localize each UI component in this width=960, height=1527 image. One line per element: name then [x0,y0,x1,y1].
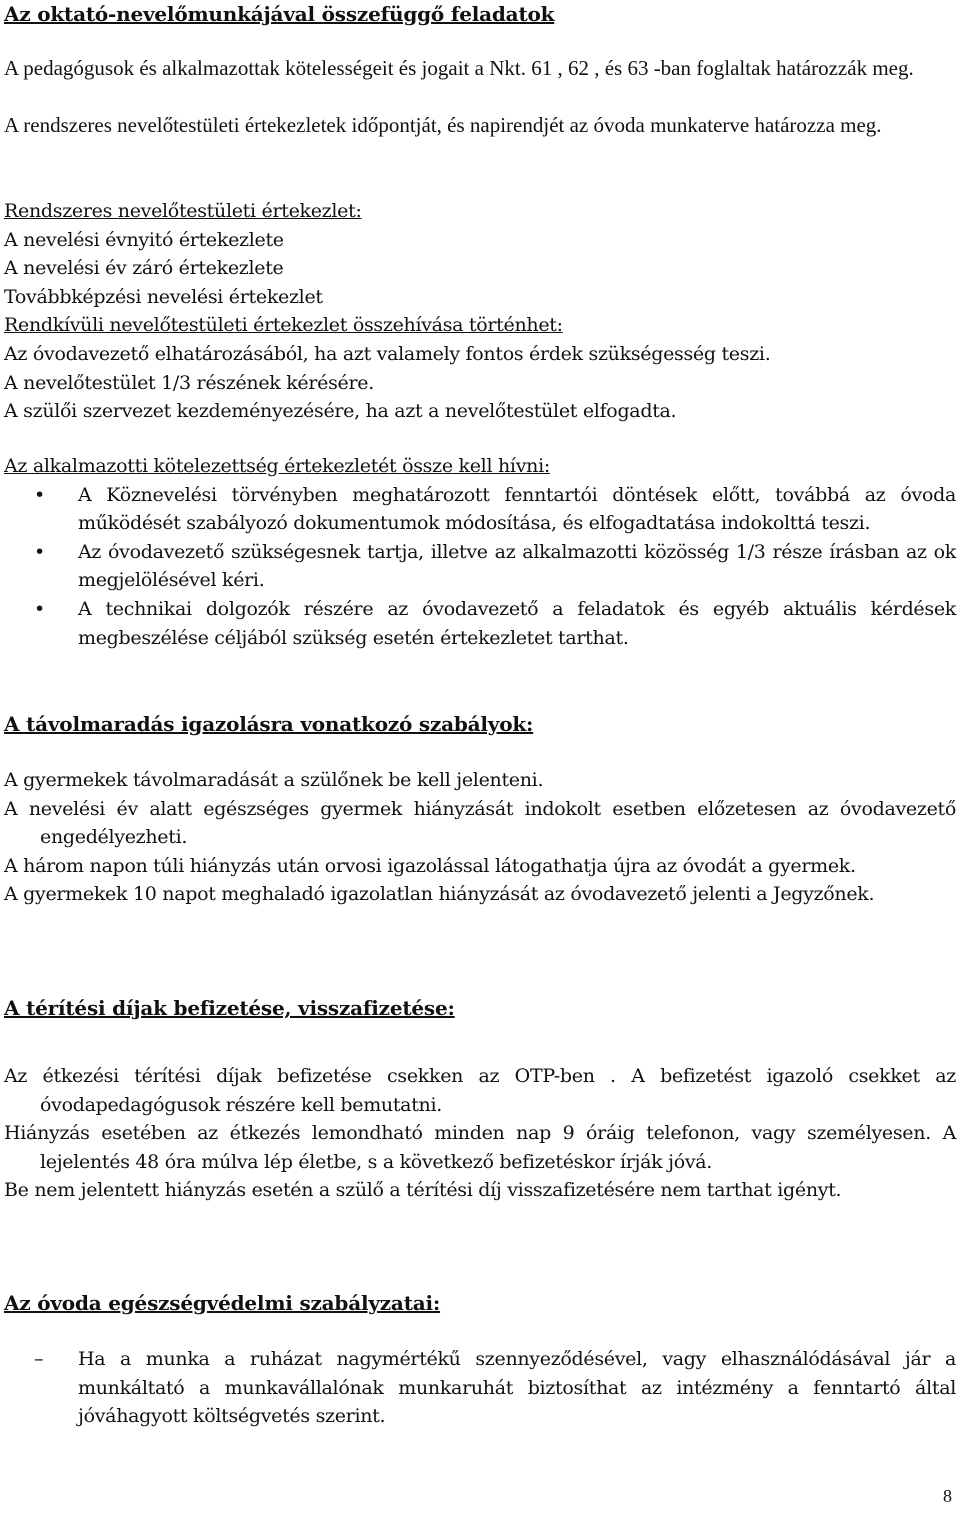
bullet-item [4,538,956,595]
absence-rule: A nevelési év alatt egészséges gyermek hiányzását indokolt esetben előzetesen az óvodavezető engedélyezheti. [4,797,956,849]
dash-item-text: Ha a munka a ruházat nagymértékű szennyeződésével, vagy elhasználódásával jár a munkáltató a munkavállalónak munkaruhát biztosíthat az intézmény a fenntartó által jóváhagyott költségvetés szerint. [78,1348,956,1428]
fees-paragraph: Be nem jelentett hiányzás esetén a szülő a térítési díj visszafizetésére nem tarthat igényt. [4,1179,842,1202]
page-number: 8 [943,1486,952,1506]
section-title-fees: A térítési díjak befizetése, visszafizetése: [4,996,455,1020]
fees-block [4,1062,956,1205]
bullet-item [4,481,956,538]
fees-paragraph: Az étkezési térítési díjak befizetése csekken az OTP-ben . A befizetést igazoló csekket az óvodapedagógusok részére kell bemutatni. [4,1065,956,1116]
list-item: A nevelőtestület 1/3 részének kérésére. [4,371,374,394]
extraordinary-meetings-heading: Rendkívüli nevelőtestületi értekezlet összehívása történhet: [4,314,563,337]
staff-meeting-heading: Az alkalmazotti kötelezettség értekezletét össze kell hívni: [4,455,550,477]
paragraph-rights: A pedagógusok és alkalmazottak kötelességeit és jogait a Nkt. 61 , 62 , és 63 -ban foglaltak határozzák meg. [4,56,914,80]
bullet-icon: • [34,540,45,563]
section-title-absence: A távolmaradás igazolásra vonatkozó szabályok: [4,712,534,736]
list-item: A szülői szervezet kezdeményezésére, ha azt a nevelőtestület elfogadta. [4,400,677,423]
staff-meeting-block [4,452,956,652]
health-rules-list [4,1345,956,1431]
dash-icon: – [34,1348,44,1370]
list-item: Az óvodavezető elhatározásából, ha azt valamely fontos érdek szükségesség teszi. [4,342,771,365]
bullet-text: A Köznevelési törvényben meghatározott fenntartói döntések előtt, továbbá az óvoda működését szabályozó dokumentumok módosítása, és elfogadtatása indokolttá teszi. [78,483,956,535]
absence-rule: A három napon túli hiányzás után orvosi igazolással látogathatja újra az óvodát a gyermek. [4,854,856,877]
bullet-icon: • [34,483,45,506]
absence-rule: A gyermekek távolmaradását a szülőnek be kell jelenteni. [4,769,544,791]
section-title-health: Az óvoda egészségvédelmi szabályzatai: [4,1291,441,1315]
staff-meeting-bullets [4,481,956,653]
regular-meetings-heading: Rendszeres nevelőtestületi értekezlet: [4,200,362,222]
list-item: A nevelési évnyitó értekezlete [4,228,284,251]
section-title-duties: Az oktató-nevelőmunkájával összefüggő feladatok [4,2,555,26]
bullet-item [4,595,956,652]
regular-meetings-block [4,197,956,426]
absence-rule: A gyermekek 10 napot meghaladó igazolatlan hiányzását az óvodavezető jelenti a Jegyzőnek. [4,883,875,906]
list-item: A nevelési év záró értekezlete [4,257,284,280]
bullet-text: A technikai dolgozók részére az óvodavezető a feladatok és egyéb aktuális kérdések megbeszélése céljából szükség esetén értekezletet tarthat. [78,597,956,649]
list-item: Továbbképzési nevelési értekezlet [4,285,323,308]
bullet-text: Az óvodavezető szükségesnek tartja, illetve az alkalmazotti közösség 1/3 része írásban az ok megjelölésével kéri. [78,540,956,592]
dash-item [4,1345,956,1431]
bullet-icon: • [34,597,45,620]
absence-rules-block [4,766,956,909]
fees-paragraph: Hiányzás esetében az étkezés lemondható minden nap 9 óráig telefonon, vagy személyesen. A lejelentés 48 óra múlva lép életbe, s a következő befizetéskor írják jóvá. [4,1122,956,1173]
paragraph-meetings-schedule: A rendszeres nevelőtestületi értekezletek időpontját, és napirendjét az óvoda munkaterve határozza meg. [4,113,882,137]
